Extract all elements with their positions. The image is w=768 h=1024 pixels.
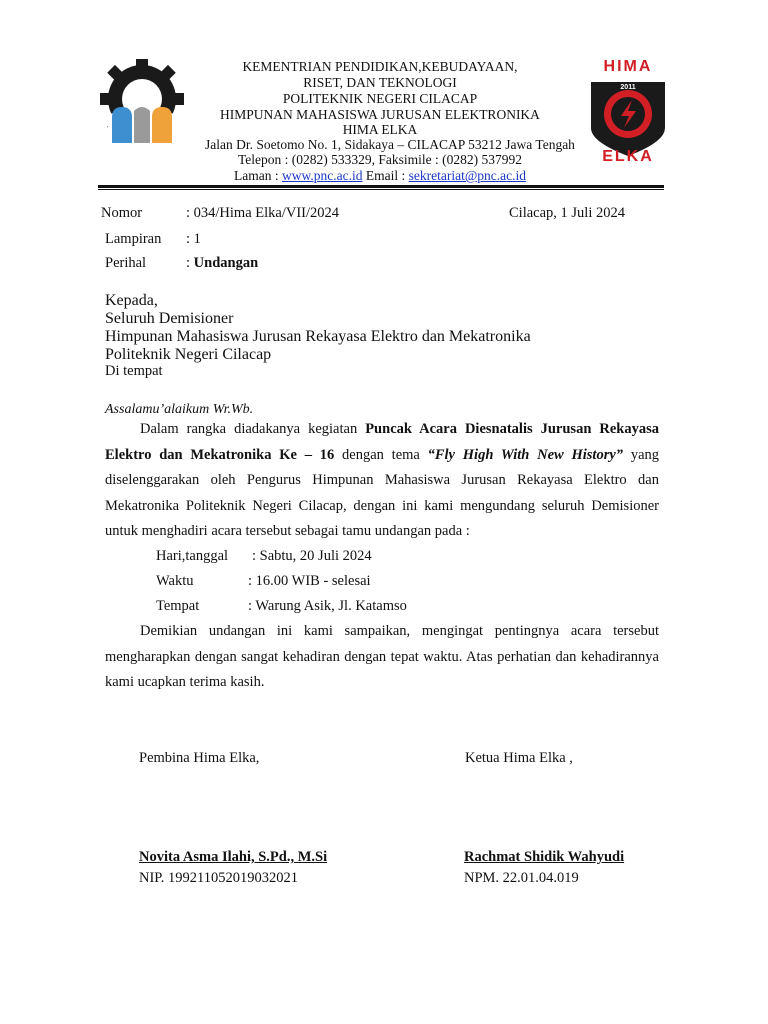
header-hima-elka: HIMA ELKA [342, 122, 418, 137]
logo-hima-text: HIMA [603, 58, 653, 75]
web-link[interactable]: www.pnc.ac.id [282, 168, 363, 183]
detail-value-time: : 16.00 WIB - selesai [248, 573, 371, 589]
closing-paragraph: Demikian undangan ini kami sampaikan, mengingat pentingnya acara tersebut mengharapkan dengan sangat kehadiran dengan tepat waktu. Atas perhatian dan kehadirannya kami ucapkan terima kasih. [105, 623, 659, 690]
header-phone: Telepon : (0282) 533329, Faksimile : (0282) 537992 [237, 152, 523, 167]
logo-year-text: 2011 [620, 84, 636, 91]
perihal-colon: : [186, 255, 194, 271]
signature-right-name: Rachmat Shidik Wahyudi [464, 849, 625, 865]
signature-right-title: Ketua Hima Elka , [465, 750, 573, 766]
header-contact [150, 168, 610, 183]
p1-theme-label: dengan tema [334, 446, 428, 463]
detail-value-place: : Warung Asik, Jl. Katamso [248, 598, 407, 614]
detail-value-day: : Sabtu, 20 Juli 2024 [252, 548, 372, 564]
email-link[interactable]: sekretariat@pnc.ac.id [408, 168, 526, 183]
lampiran-label: Lampiran [105, 231, 162, 247]
detail-label-time: Waktu [156, 573, 194, 589]
perihal-subject: Undangan [193, 255, 259, 271]
recipient-line3: Politeknik Negeri Cilacap [105, 346, 272, 363]
detail-label-day: Hari,tanggal [156, 548, 229, 564]
event-name: Puncak Acara Diesnatalis Jurusan Rekayasa Elektro dan Mekatronika Ke – 16 [105, 421, 659, 463]
email-label: Email : [362, 168, 409, 183]
header-polytechnic: POLITEKNIK NEGERI CILACAP [282, 91, 478, 106]
p1-intro: Dalam rangka diadakanya kegiatan [140, 421, 366, 437]
recipient-line2: Himpunan Mahasiswa Jurusan Rekayasa Elektro dan Mekatronika [105, 328, 531, 345]
letter-date: Cilacap, 1 Juli 2024 [509, 205, 625, 221]
signature-right-id: NPM. 22.01.04.019 [464, 870, 579, 886]
nomor-value: : 034/Hima Elka/VII/2024 [186, 205, 340, 221]
logo-elka-text: ELKA [602, 148, 654, 165]
web-label: Laman : [234, 168, 282, 183]
header-ministry-line1: KEMENTRIAN PENDIDIKAN,KEBUDAYAAN, [242, 59, 518, 74]
nomor-label: Nomor [101, 205, 143, 221]
recipient-line1: Seluruh Demisioner [105, 310, 234, 327]
header-ministry-line2: RISET, DAN TEKNOLOGI [303, 75, 457, 90]
header-address: Jalan Dr. Soetomo No. 1, Sidakaya – CILACAP 53212 Jawa Tengah [205, 137, 575, 152]
header-divider-thin [98, 189, 664, 190]
signature-left-name: Novita Asma Ilahi, S.Pd., M.Si [139, 849, 328, 865]
p1-rest: yang diselenggarakan oleh Pengurus Himpunan Mahasiswa Jurusan Rekayasa Elektro dan Mekatronika Politeknik Negeri Cilacap, dengan ini kami mengundang seluruh Demisioner untuk menghadiri acara tersebut sebagai tamu undangan pada : [105, 446, 660, 539]
perihal-label: Perihal [105, 255, 147, 271]
signature-left-id: NIP. 199211052019032021 [139, 870, 298, 886]
lampiran-value: : 1 [186, 231, 201, 247]
header-association: HIMPUNAN MAHASISWA JURUSAN ELEKTRONIKA [220, 107, 540, 122]
header-divider-thick [98, 185, 664, 188]
recipient-line4: Di tempat [105, 363, 163, 379]
detail-label-place: Tempat [156, 598, 200, 614]
recipient-kepada: Kepada, [105, 292, 158, 309]
invitation-paragraph [105, 417, 659, 545]
event-theme: “Fly High With New History” [427, 446, 624, 463]
signature-left-title: Pembina Hima Elka, [139, 750, 260, 766]
greeting: Assalamu’alaikum Wr.Wb. [105, 402, 254, 417]
perihal-value [186, 255, 258, 272]
